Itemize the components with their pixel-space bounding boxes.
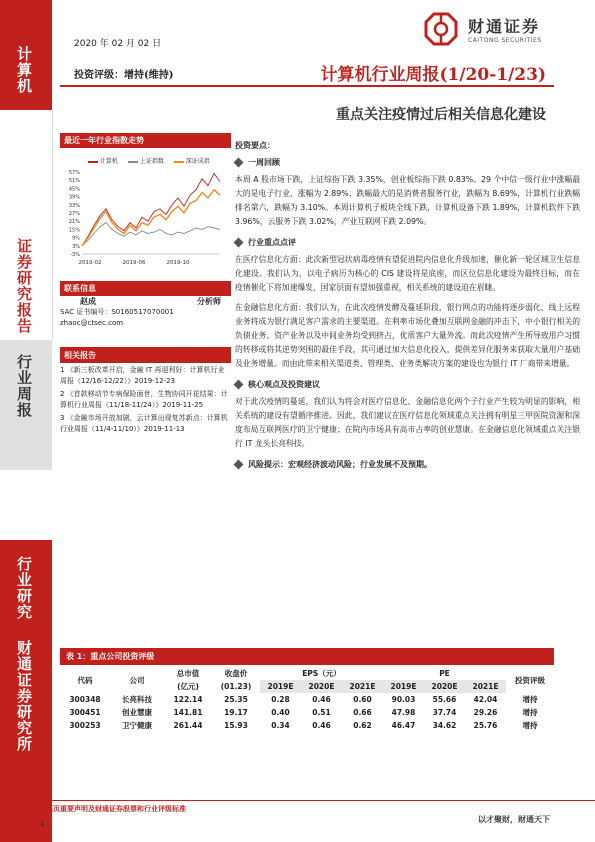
section-review-text: 本周 A 股市场下跌，上证综指下跌 3.35%，创业板综指下跌 0.83%。29 个中信一级行业中涨幅最大的是电子行业，涨幅为 2.89%；跌幅最大的是消费者服务行业，跌幅为 8.69%，计算机行业跌幅排名第六，跌幅为 3.10%。本周计算机子板块全线下跌，计算机设备下跌 1.89%，计算机软件下跌 3.96%，云服务下跌 3.02%，产业互联网下跌 2.09%。 <box>235 175 580 226</box>
cell-code: 300348 <box>69 695 101 704</box>
th-rating: 投资评级 <box>515 675 545 685</box>
cell-pe: 34.62 <box>432 721 457 730</box>
table-header-row <box>60 667 554 680</box>
footer-rule <box>0 800 595 801</box>
legend-label: 上证指数 <box>139 158 164 165</box>
sidebar-middle-block <box>0 110 53 340</box>
th-pe: PE <box>439 669 450 678</box>
section-advice-text: 对于此次疫情的蔓延，我们认为将会对医疗信息化、金融信息化两个子行业产生较为明显的影响，相关系统的建设有望循序推进。因此，我们建议在医疗信息化领域重点关注拥有明星三甲医院资源和深度布局互联网医疗的卫宁健康；在院内市场具有高市占率的创业慧康。在金融信息化领域重点关注银行 IT 龙头长亮科技。 <box>235 397 580 448</box>
related-section-header: 相关报告 <box>60 348 231 363</box>
th-price-date: (01.23) <box>220 682 252 691</box>
page-number: 1 <box>40 820 45 828</box>
th-year: 2020E <box>301 680 342 693</box>
table-row <box>60 719 554 732</box>
analyst-email: zhaoc@ctsec.com <box>60 319 124 327</box>
key-points-heading: 投资要点： <box>235 141 275 150</box>
related-list <box>60 365 231 435</box>
th-eps: EPS（元） <box>302 669 341 678</box>
section-comment-medical: 在医疗信息化方面：此次新型冠状病毒疫情有望促进院内信息化升级加速，催化新一轮区域卫生信息化建设。我们认为，以电子病历为核心的 CIS 建设将是底座，而区位信息化建设为最终目标，而在疫情催化下将加速爆发，国家层面有望加强重视，相关系统的建设迫在眉睫。 <box>235 255 580 292</box>
analyst-cert: SAC 证书编号：S0160517070001 <box>60 308 174 316</box>
section-comment-heading <box>235 237 580 248</box>
sidebar-gray-block <box>0 340 52 470</box>
y-tick-label: 39% <box>68 194 80 201</box>
y-tick-label: 9% <box>72 235 80 242</box>
cell-eps: 0.51 <box>312 708 331 717</box>
index-chart <box>60 150 231 270</box>
series-line-1 <box>82 223 220 246</box>
analyst-block <box>60 296 231 348</box>
cell-code: 300451 <box>69 708 101 717</box>
cell-pe: 46.47 <box>391 721 416 730</box>
sidebar-research-label: 行业研究 <box>15 556 33 620</box>
section-title: 行业重点点评 <box>248 238 296 247</box>
x-tick-label: 2019-10 <box>166 260 190 266</box>
th-mktcap: 总市值 <box>176 669 200 678</box>
cell-eps: 0.60 <box>353 695 372 704</box>
cell-mktcap: 141.81 <box>173 708 203 717</box>
analyst-name: 赵成 <box>80 297 96 306</box>
cell-rating: 增持 <box>522 721 538 730</box>
table-body <box>60 693 554 732</box>
bullet-icon <box>234 380 244 390</box>
cell-pe: 47.98 <box>391 708 416 717</box>
main-body <box>235 140 580 470</box>
y-tick-label: 27% <box>68 211 80 217</box>
sidebar-top-block <box>0 0 52 110</box>
title-rule <box>60 85 554 87</box>
th-year: 2019E <box>383 680 424 693</box>
th-year: 2021E <box>465 680 506 693</box>
sidebar-report-type: 证券研究报告 <box>15 238 33 334</box>
y-tick-label: 51% <box>68 178 80 185</box>
analyst-role: 分析师 <box>197 297 221 306</box>
brand-seal-icon <box>420 8 462 50</box>
cell-pe: 55.66 <box>432 695 457 704</box>
th-company: 公司 <box>129 675 145 685</box>
contact-section-header: 联系信息 <box>60 281 231 296</box>
cell-pe: 37.74 <box>432 708 457 717</box>
section-review-heading <box>235 157 580 168</box>
table-title: 表 1：重点公司投资评级 <box>60 648 554 665</box>
table-row <box>60 693 554 706</box>
brand-name-cn: 财通证券 <box>468 17 541 36</box>
cell-company: 卫宁健康 <box>122 721 152 730</box>
section-title: 一周回顾 <box>248 158 280 167</box>
y-tick-label: 3% <box>72 243 80 250</box>
sidebar-weekly-label: 行业周报 <box>15 354 33 418</box>
left-sidebar <box>0 0 52 842</box>
cell-eps: 0.66 <box>353 708 372 717</box>
cell-rating: 增持 <box>522 708 538 717</box>
cell-mktcap: 261.44 <box>173 721 203 730</box>
legend-label: 深证成指 <box>185 158 210 165</box>
related-item[interactable]: 1 《新三板改革开启，金融 IT 再迎利好：计算机行业周报（12/16-12/22）》2019-12-23 <box>60 366 225 385</box>
bullet-icon <box>234 238 244 248</box>
sidebar-bottom-block <box>0 540 52 842</box>
related-item[interactable]: 3 《金融市场开放加剧，云计算出现复苏新点：计算机行业周报（11/4-11/10）》2019-11-13 <box>60 414 228 433</box>
cell-pe: 29.26 <box>473 708 498 717</box>
company-table <box>60 667 554 732</box>
brand-name-en: CAITONG SECURITIES <box>468 37 542 44</box>
rating-text: 投资评级：增持(维持) <box>74 70 174 81</box>
section-advice-heading <box>235 379 580 390</box>
th-code: 代码 <box>77 675 93 685</box>
cell-rating: 增持 <box>522 695 538 704</box>
legend-label: 计算机 <box>99 158 118 165</box>
bullet-icon <box>234 460 244 470</box>
y-tick-label: 33% <box>68 202 80 209</box>
chart-svg <box>60 150 231 270</box>
th-mktcap-unit: (亿元) <box>177 682 199 691</box>
series-line-0 <box>82 173 220 245</box>
th-year: 2020E <box>424 680 465 693</box>
cell-eps: 0.62 <box>353 721 372 730</box>
table-row <box>60 706 554 719</box>
report-date: 2020 年 02 月 02 日 <box>74 39 162 49</box>
risk-text: 风险提示：宏观经济波动风险；行业发展不及预期。 <box>248 460 432 469</box>
y-tick-label: 15% <box>68 227 80 234</box>
related-item[interactable]: 2 《首款移动节专病保险面世，生物协同开花结果：计算机行业周报（11/18-11/24）》2019-11-25 <box>60 390 228 409</box>
cell-price: 25.35 <box>224 695 248 704</box>
y-tick-label: 21% <box>68 219 80 226</box>
y-tick-label: 57% <box>68 170 80 176</box>
report-subtitle: 重点关注疫情过后相关信息化建设 <box>336 107 546 123</box>
report-title: 计算机行业周报(1/20-1/23) <box>320 65 546 85</box>
cell-mktcap: 122.14 <box>173 695 203 704</box>
cell-pe: 42.04 <box>473 695 498 704</box>
cell-eps: 0.34 <box>271 721 290 730</box>
cell-price: 15.93 <box>224 721 248 730</box>
cell-price: 19.17 <box>224 708 248 717</box>
chart-section-header: 最近一年行业指数走势 <box>60 133 231 148</box>
sidebar-industry-label: 计算机 <box>15 46 33 94</box>
footer-disclaimer[interactable]: 谨请参阅尾页重要声明及财通证券股票和行业评级标准 <box>18 805 186 813</box>
bullet-icon <box>234 158 244 168</box>
cell-eps: 0.28 <box>271 695 290 704</box>
th-year: 2021E <box>342 680 383 693</box>
cell-code: 300253 <box>69 721 101 730</box>
analyst-row <box>60 296 231 307</box>
cell-pe: 25.76 <box>473 721 498 730</box>
cell-company: 创业慧康 <box>122 708 152 717</box>
risk-warning <box>235 459 580 470</box>
cell-pe: 90.03 <box>391 695 416 704</box>
section-title: 核心观点及投资建议 <box>248 380 320 389</box>
cell-company: 长亮科技 <box>122 695 152 704</box>
cell-eps: 0.46 <box>312 695 331 704</box>
cell-eps: 0.46 <box>312 721 331 730</box>
footer-slogan: 以才聚财，财通天下 <box>478 814 550 824</box>
section-comment-finance: 在金融信息化方面：我们认为，在此次疫情发酵及蔓延阶段，银行网点的功能将逐步弱化，线上远程业务将成为银行满足客户需求的主要渠道。在利率市场化叠加互联网金融的冲击下，中小银行相关的负债业务、资产业务以及中间业务均受到挤占，优质客户大量外流。而此次疫情产生所导致用户习惯的转移或将其逆势突围的最佳手段，其可通过加大信息化投入，提供差异化服务来获取大量用户基础及业务增量。而由此带来相关渠道类、管理类、业务类解决方案的建设也为银行 IT 厂商带来增量。 <box>235 303 580 368</box>
sidebar-institute-label: 财通证券研究所 <box>15 640 33 752</box>
y-tick-label: 45% <box>68 186 80 193</box>
y-tick-label: -3% <box>70 252 80 258</box>
cell-eps: 0.40 <box>271 708 290 717</box>
series-line-2 <box>82 190 220 246</box>
th-year: 2019E <box>260 680 301 693</box>
x-tick-label: 2019-06 <box>122 260 146 266</box>
x-tick-label: 2019-02 <box>78 260 102 266</box>
brand-logo <box>420 8 542 50</box>
company-table-block <box>60 648 554 732</box>
th-price: 收盘价 <box>224 669 248 678</box>
